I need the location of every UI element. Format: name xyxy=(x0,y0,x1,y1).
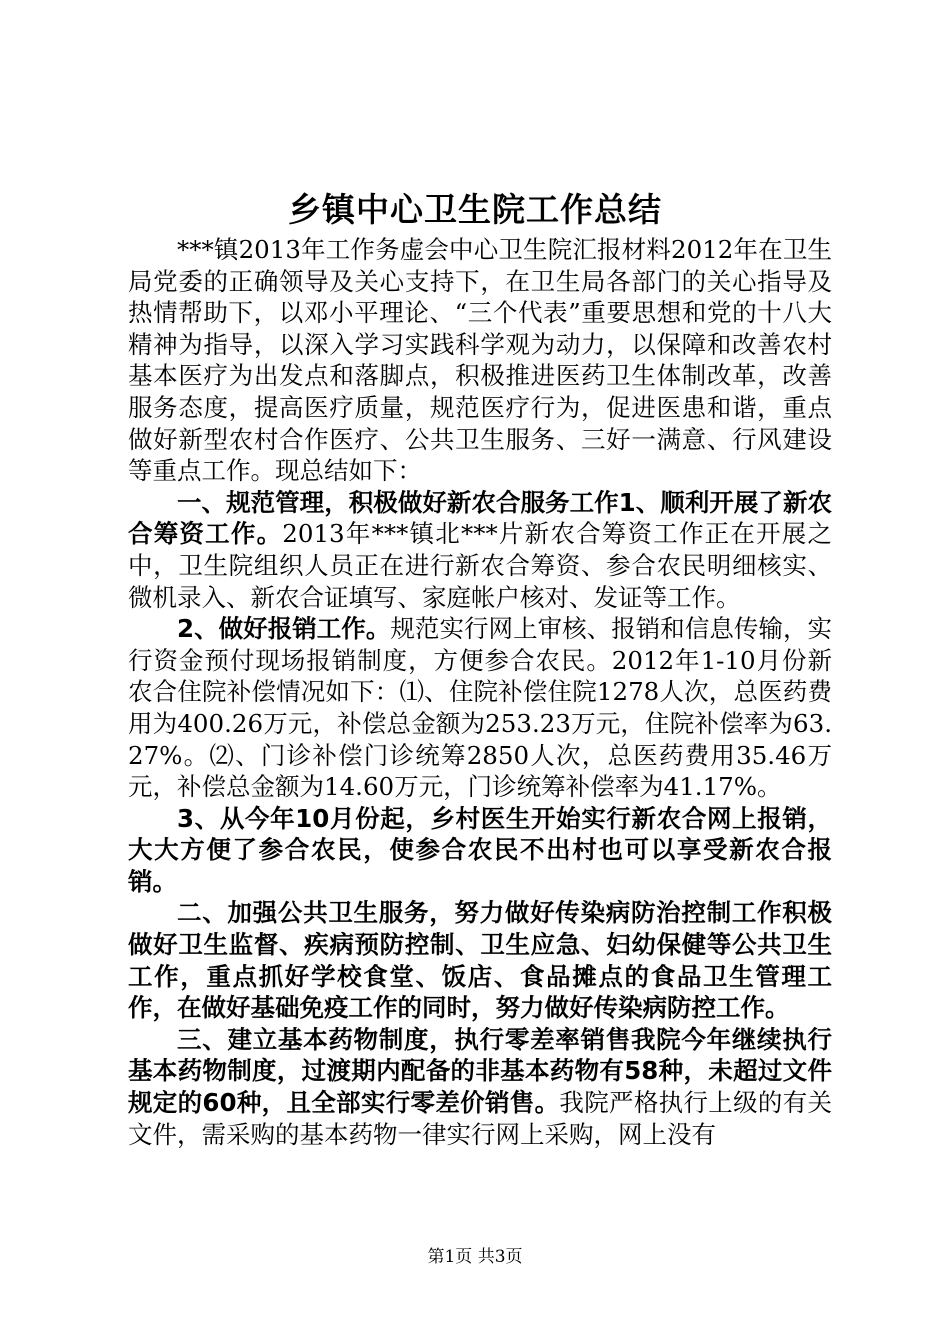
paragraph-section-1 xyxy=(128,487,832,613)
paragraph-intro xyxy=(128,234,832,487)
paragraph-text: 2013年***镇北***片新农合筹资工作正在开展之中，卫生院组织人员正在进行新农合筹资、参合农民明细核实、微机录入、新农合证填写、家庭帐户核对、发证等工作。 xyxy=(128,519,833,612)
document-title: 乡镇中心卫生院工作总结 xyxy=(288,190,662,229)
paragraph-heading: 一、规范管理，积极做好新农合服务工作1、顺利开展了新农合筹资工作。 xyxy=(128,487,832,549)
document-body xyxy=(128,234,832,1150)
paragraph-section-3 xyxy=(128,1024,832,1150)
paragraph-heading: 二、加强公共卫生服务，努力做好传染病防治控制工作积极做好卫生监督、疾病预防控制、卫生应急、妇幼保健等公共卫生工作，重点抓好学校食堂、饭店、食品摊点的食品卫生管理工作，在做好基础免疫工作的同时，努力做好传染病防控工作。 xyxy=(128,898,832,1023)
paragraph-text: 我院严格执行上级的有关文件，需采购的基本药物一律实行网上采购，网上没有 xyxy=(128,1088,833,1149)
paragraph-section-2 xyxy=(128,897,832,1023)
paragraph-text: 规范实行网上审核、报销和信息传输，实行资金预付现场报销制度，方便参合农民。2012年1-10月份新农合住院补偿情况如下：⑴、住院补偿住院1278人次，总医药费用为400.26万元，补偿总金额为253.23万元，住院补偿率为63.27%。⑵、门诊补偿门诊统筹2850人次，总医药费用35.46万元，补偿总金额为14.60万元，门诊统筹补偿率为41.17%。 xyxy=(128,614,833,802)
paragraph-heading: 3、从今年10月份起，乡村医生开始实行新农合网上报销，大大方便了参合农民，使参合农民不出村也可以享受新农合报销。 xyxy=(128,803,832,896)
paragraph-reimbursement xyxy=(128,613,832,803)
paragraph-heading: 三、建立基本药物制度，执行零差率销售我院今年继续执行基本药物制度，过渡期内配备的非基本药物有58种，未超过文件规定的60种，且全部实行零差价销售。 xyxy=(128,1024,832,1118)
paragraph-online-reimbursement xyxy=(128,803,832,898)
paragraph-heading: 2、做好报销工作。 xyxy=(177,614,391,644)
page-footer: 第1页 共3页 xyxy=(427,1247,523,1267)
paragraph-text: ***镇2013年工作务虚会中心卫生院汇报材料2012年在卫生局党委的正确领导及关心支持下，在卫生局各部门的关心指导及热情帮助下，以邓小平理论、“三个代表”重要思想和党的十八大精神为指导，以深入学习实践科学观为动力，以保障和改善农村基本医疗为出发点和落脚点，积极推进医药卫生体制改革，改善服务态度，提高医疗质量，规范医疗行为，促进医患和谐，重点做好新型农村合作医疗、公共卫生服务、三好一满意、行风建设等重点工作。现总结如下： xyxy=(128,235,832,486)
